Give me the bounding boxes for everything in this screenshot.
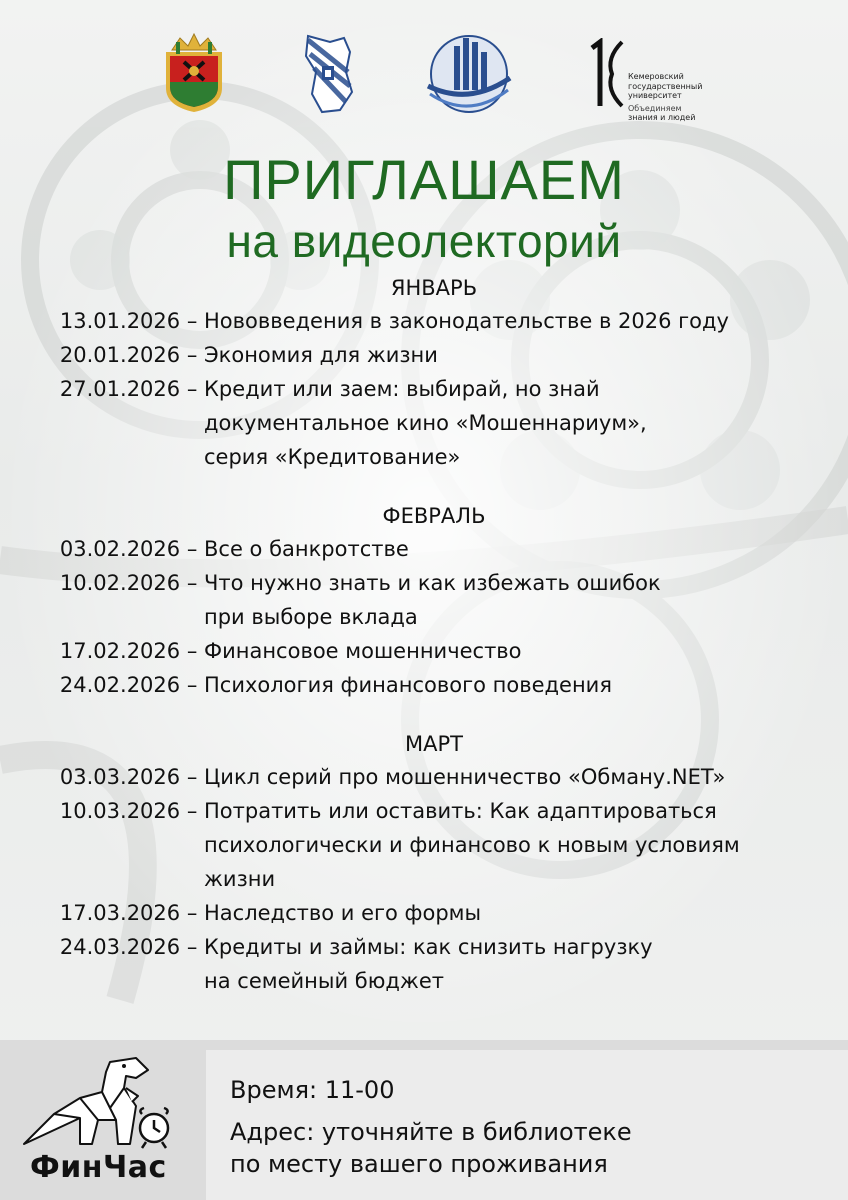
region-map-emblem-icon (300, 32, 356, 116)
event-date: 03.03.2026 – (59, 765, 204, 789)
schedule-item (0, 304, 848, 338)
event-info-box (206, 1050, 848, 1200)
dinosaur-mascot-icon (14, 1048, 184, 1152)
event-title: Кредит или заем: выбирай, но знай (204, 377, 600, 401)
event-title: Психология финансового поведения (204, 673, 612, 697)
kemsu-name-line: университет (628, 91, 682, 100)
event-time: Время: 11-00 (230, 1076, 395, 1104)
event-title-continued: серия «Кредитование» (204, 445, 461, 469)
schedule-item (0, 532, 848, 566)
address-line: Адрес: уточняйте в библиотеке (230, 1118, 632, 1146)
event-title: Кредиты и займы: как снизить нагрузку (204, 935, 653, 959)
event-title: Что нужно знать и как избежать ошибок (204, 571, 661, 595)
event-date: 17.03.2026 – (59, 901, 204, 925)
kemsu-name (628, 72, 728, 123)
lecture-schedule (0, 272, 848, 998)
event-date: 10.03.2026 – (59, 799, 204, 823)
event-title-continued: при выборе вклада (204, 605, 418, 629)
schedule-item (0, 668, 848, 702)
event-date: 20.01.2026 – (59, 343, 204, 367)
event-date: 13.01.2026 – (59, 309, 204, 333)
finchas-brand: ФинЧас (30, 1150, 167, 1185)
month-heading: МАРТ (405, 732, 463, 756)
schedule-item (0, 372, 848, 474)
month-heading: ЯНВАРЬ (390, 276, 478, 300)
event-address (230, 1116, 632, 1180)
kemsu-tagline-line: Объединяем (628, 103, 682, 113)
event-date: 27.01.2026 – (59, 377, 204, 401)
kemsu-logo-icon (586, 38, 626, 110)
kemsu-tagline-line: знания и людей (628, 113, 696, 122)
kemsu-name-line: Кемеровский (628, 72, 684, 81)
schedule-item (0, 930, 848, 998)
event-date: 17.02.2026 – (59, 639, 204, 663)
event-title: Экономия для жизни (204, 343, 438, 367)
event-date: 03.02.2026 – (59, 537, 204, 561)
event-title: Потратить или оставить: Как адаптироваться (204, 799, 717, 823)
footer (0, 1040, 848, 1200)
page-title (0, 150, 848, 266)
event-title: Наследство и его формы (204, 901, 482, 925)
schedule-item (0, 896, 848, 930)
kuzbass-coat-of-arms-icon (158, 32, 230, 114)
event-date: 24.02.2026 – (59, 673, 204, 697)
alarm-clock-icon (140, 1108, 168, 1148)
event-date: 24.03.2026 – (59, 935, 204, 959)
event-title: Все о банкротстве (204, 537, 409, 561)
event-title: Нововведения в законодательстве в 2026 году (204, 309, 729, 333)
event-title-continued: документальное кино «Мошеннариум», (204, 411, 647, 435)
schedule-item (0, 566, 848, 634)
month-heading: ФЕВРАЛЬ (382, 504, 486, 528)
schedule-item (0, 760, 848, 794)
schedule-item (0, 634, 848, 668)
address-line: по месту вашего проживания (230, 1150, 608, 1178)
event-title-continued: жизни (204, 867, 276, 891)
schedule-item (0, 794, 848, 896)
schedule-item (0, 338, 848, 372)
regional-center-logo-icon (418, 28, 520, 118)
partner-logos (0, 28, 848, 122)
event-title-continued: психологически и финансово к новым условиям (204, 833, 740, 857)
event-title: Цикл серий про мошенничество «Обману.NET» (204, 765, 726, 789)
title-main: ПРИГЛАШАЕМ (223, 148, 625, 211)
kemsu-name-line: государственный (628, 81, 703, 91)
title-sub: на видеолекторий (226, 215, 622, 267)
event-date: 10.02.2026 – (59, 571, 204, 595)
event-title-continued: на семейный бюджет (204, 969, 445, 993)
event-title: Финансовое мошенничество (204, 639, 522, 663)
